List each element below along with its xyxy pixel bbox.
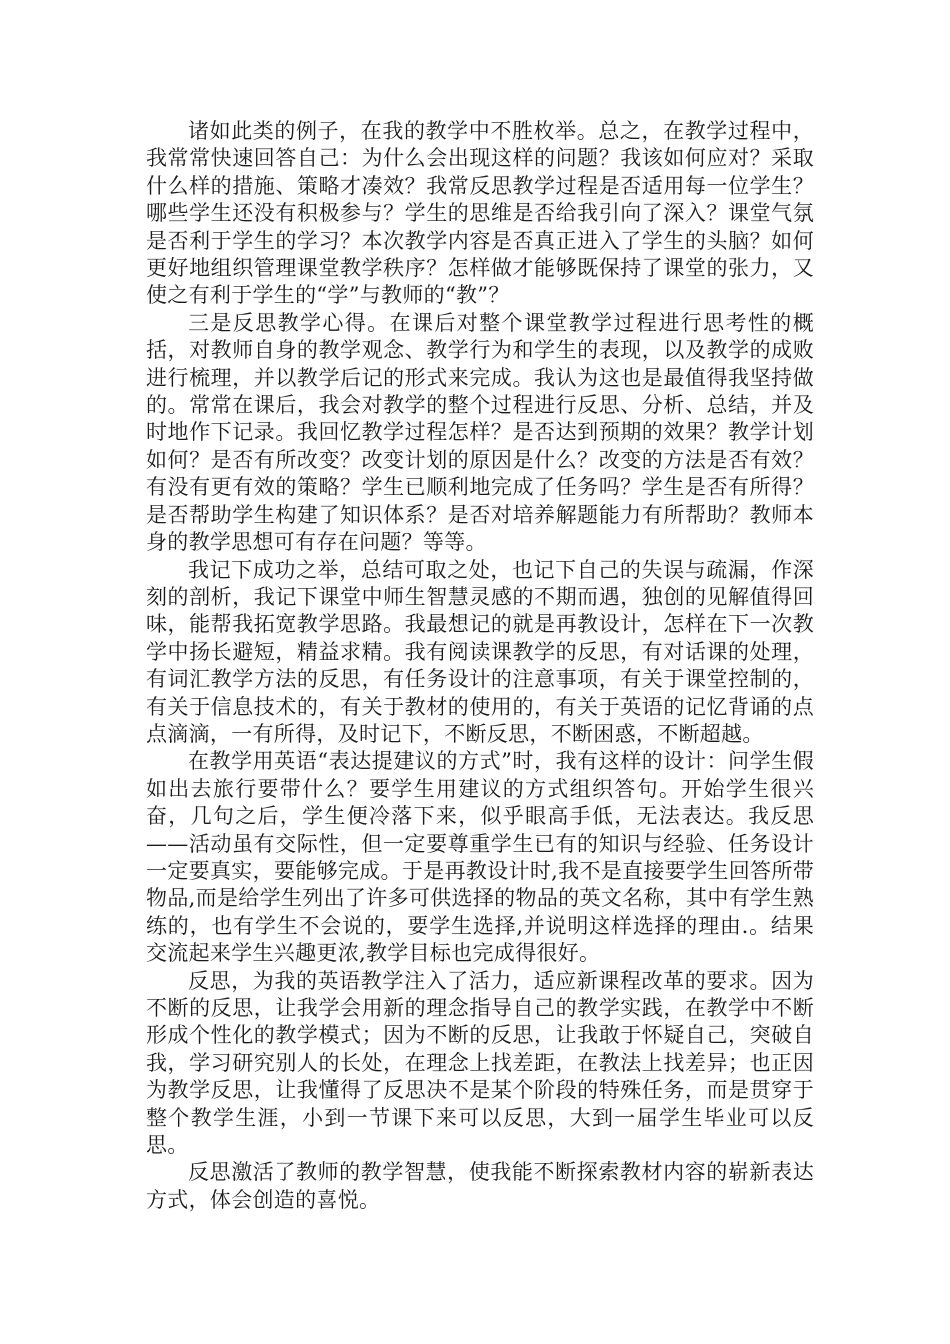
- paragraph-examples-reflection: 诸如此类的例子，在我的教学中不胜枚举。总之，在教学过程中，我常常快速回答自己：为什么会出现这样的问题？我该如何应对？采取什么样的措施、策略才凑效？我常反思教学过程是否适用每一位学生？哪些学生还没有积极参与？学生的思维是否给我引向了深入？课堂气氛是否利于学生的学习？本次教学内容是否真正进入了学生的头脑？如何更好地组织管理课堂教学秩序？怎样做才能够既保持了课堂的张力，又使之有利于学生的“学”与教师的“教”？: [146, 119, 814, 308]
- paragraph-reflection-vitality: 反思，为我的英语教学注入了活力，适应新课程改革的要求。因为不断的反思，让我学会用新的理念指导自己的教学实践，在教学中不断形成个性化的教学模式；因为不断的反思，让我敢于怀疑自己，突破自我，学习研究别人的长处，在理念上找差距，在教法上找差异；也正因为教学反思，让我懂得了反思决不是某个阶段的特殊任务，而是贯穿于整个教学生涯，小到一节课下来可以反思，大到一届学生毕业可以反思。: [146, 968, 814, 1158]
- paragraph-reflection-wisdom: 反思激活了教师的教学智慧，使我能不断探索教材内容的崭新表达方式，体会创造的喜悦。: [146, 1160, 814, 1212]
- paragraph-suggestion-design-example: 在教学用英语“表达提建议的方式”时，我有这样的设计：问学生假如出去旅行要带什么？要学生用建议的方式组织答句。开始学生很兴奋，几句之后，学生便冷落下来，似乎眼高手低，无法表达。我反思——活动虽有交际性，但一定要尊重学生已有的知识与经验、任务设计一定要真实，要能够完成。于是再教设计时,我不是直接要学生回答所带物品,而是给学生列出了许多可供选择的物品的英文名称，其中有学生熟练的，也有学生不会说的，要学生选择,并说明这样选择的理由.。结果交流起来学生兴趣更浓,教学目标也完成得很好。: [146, 749, 814, 966]
- paragraph-record-successes: 我记下成功之举，总结可取之处，也记下自己的失误与疏漏，作深刻的剖析，我记下课堂中师生智慧灵感的不期而遇，独创的见解值得回味，能帮我拓宽教学思路。我最想记的就是再教设计，怎样在下一次教学中扬长避短，精益求精。我有阅读课教学的反思，有对话课的处理，有词汇教学方法的反思，有任务设计的注意事项，有关于课堂控制的，有关于信息技术的，有关于教材的使用的，有关于英语的记忆背诵的点点滴滴，一有所得，及时记下，不断反思，不断困惑，不断超越。: [146, 557, 814, 746]
- paragraph-reflect-teaching-insights: 三是反思教学心得。在课后对整个课堂教学过程进行思考性的概括，对教师自身的教学观念、教学行为和学生的表现，以及教学的成败进行梳理，并以教学后记的形式来完成。我认为这也是最值得我坚持做的。常常在课后，我会对教学的整个过程进行反思、分析、总结，并及时地作下记录。我回忆教学过程怎样？是否达到预期的效果？教学计划如何？是否有所改变？改变计划的原因是什么？改变的方法是否有效？有没有更有效的策略？学生已顺利地完成了任务吗？学生是否有所得？是否帮助学生构建了知识体系？是否对培养解题能力有所帮助？教师本身的教学思想可有存在问题？等等。: [146, 310, 814, 555]
- document-body: [146, 118, 814, 1214]
